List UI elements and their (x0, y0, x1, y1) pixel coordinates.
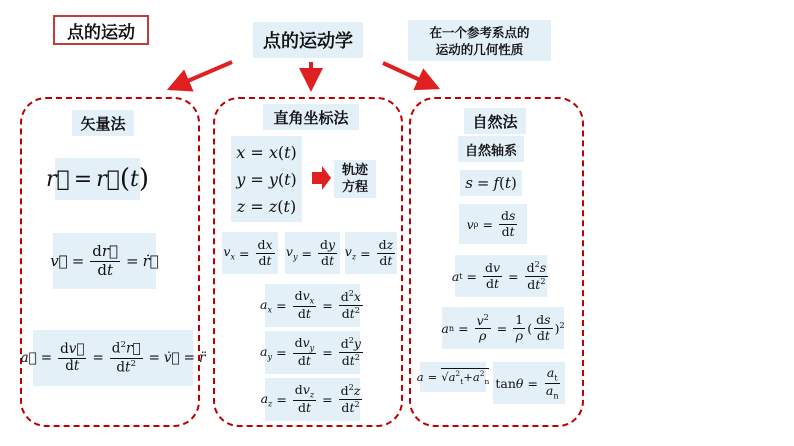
center-label: 点的运动学 (253, 22, 363, 58)
velocity-z-formula: $v_z$ = $\frac{dz}{dt}$ (345, 232, 397, 274)
trajectory-label-line-1: 轨迹 (341, 163, 368, 178)
tangential-acceleration-formula: a t = $\frac{dv}{dt}$ = $\frac{d^2s}{dt^2}$ (455, 255, 547, 297)
parametric-equations: x = x(t) y = y(t) z = z(t) (231, 136, 302, 222)
velocity-y-formula: $v_y$ = $\frac{dy}{dt}$ (285, 232, 340, 274)
acceleration-z-formula: $a_z$ = $dv_z$ dt = $\frac{d^2z}{dt^2}$ (265, 378, 360, 421)
velocity-x-formula: $v_x$ = $\frac{dx}{dt}$ (222, 232, 278, 274)
total-acceleration-formula: a = $√a^2_t+a^2_n$ (420, 362, 486, 392)
trajectory-equation-label (334, 160, 376, 198)
natural-velocity-formula: v ρ = $\frac{ds}{dt}$ (459, 204, 527, 244)
acceleration-y-formula: $a_y$ = $dv_y$ dt = $\frac{d^2y}{dt^2}$ (265, 331, 360, 374)
cartesian-method-heading: 直角坐标法 (263, 104, 359, 130)
acceleration-x-formula: $a_x$ = $dv_x$ dt = $\frac{d^2x}{dt^2}$ (265, 284, 360, 327)
normal-acceleration-formula: a n = $\frac{v^2}{\rho}$ = $\frac{1}{\rho}$ ( ds dt )$^2$ (442, 307, 564, 349)
note-line-1: 在一个参考系点的 (429, 24, 530, 40)
natural-axes-label: 自然轴系 (458, 136, 524, 162)
acceleration-vector-formula: a⃗ = $\frac{dv⃗}{dt}$ = $\frac{d^2r⃗}{dt^2}$ = v̇⃗ = r̈ (33, 330, 193, 386)
page-title: 点的运动 (53, 15, 149, 45)
velocity-vector-formula: v⃗ = $\frac{dr⃗}{dt}$ = ṙ⃗ (53, 233, 156, 289)
natural-method-heading: 自然法 (464, 108, 526, 134)
trajectory-label-line-2: 方程 (341, 180, 368, 195)
note-line-2: 运动的几何性质 (435, 41, 524, 57)
arrow-to-natural-method (383, 63, 431, 85)
acceleration-angle-formula: tan θ = $\frac{a_t}{a_n}$ (493, 362, 565, 404)
arc-length-formula: s = f ( t ) (460, 170, 522, 196)
position-vector-formula: r⃗ = r⃗ ( t ) (55, 158, 140, 200)
vector-method-heading: 矢量法 (72, 110, 134, 136)
arrow-to-vector-method (176, 62, 232, 86)
